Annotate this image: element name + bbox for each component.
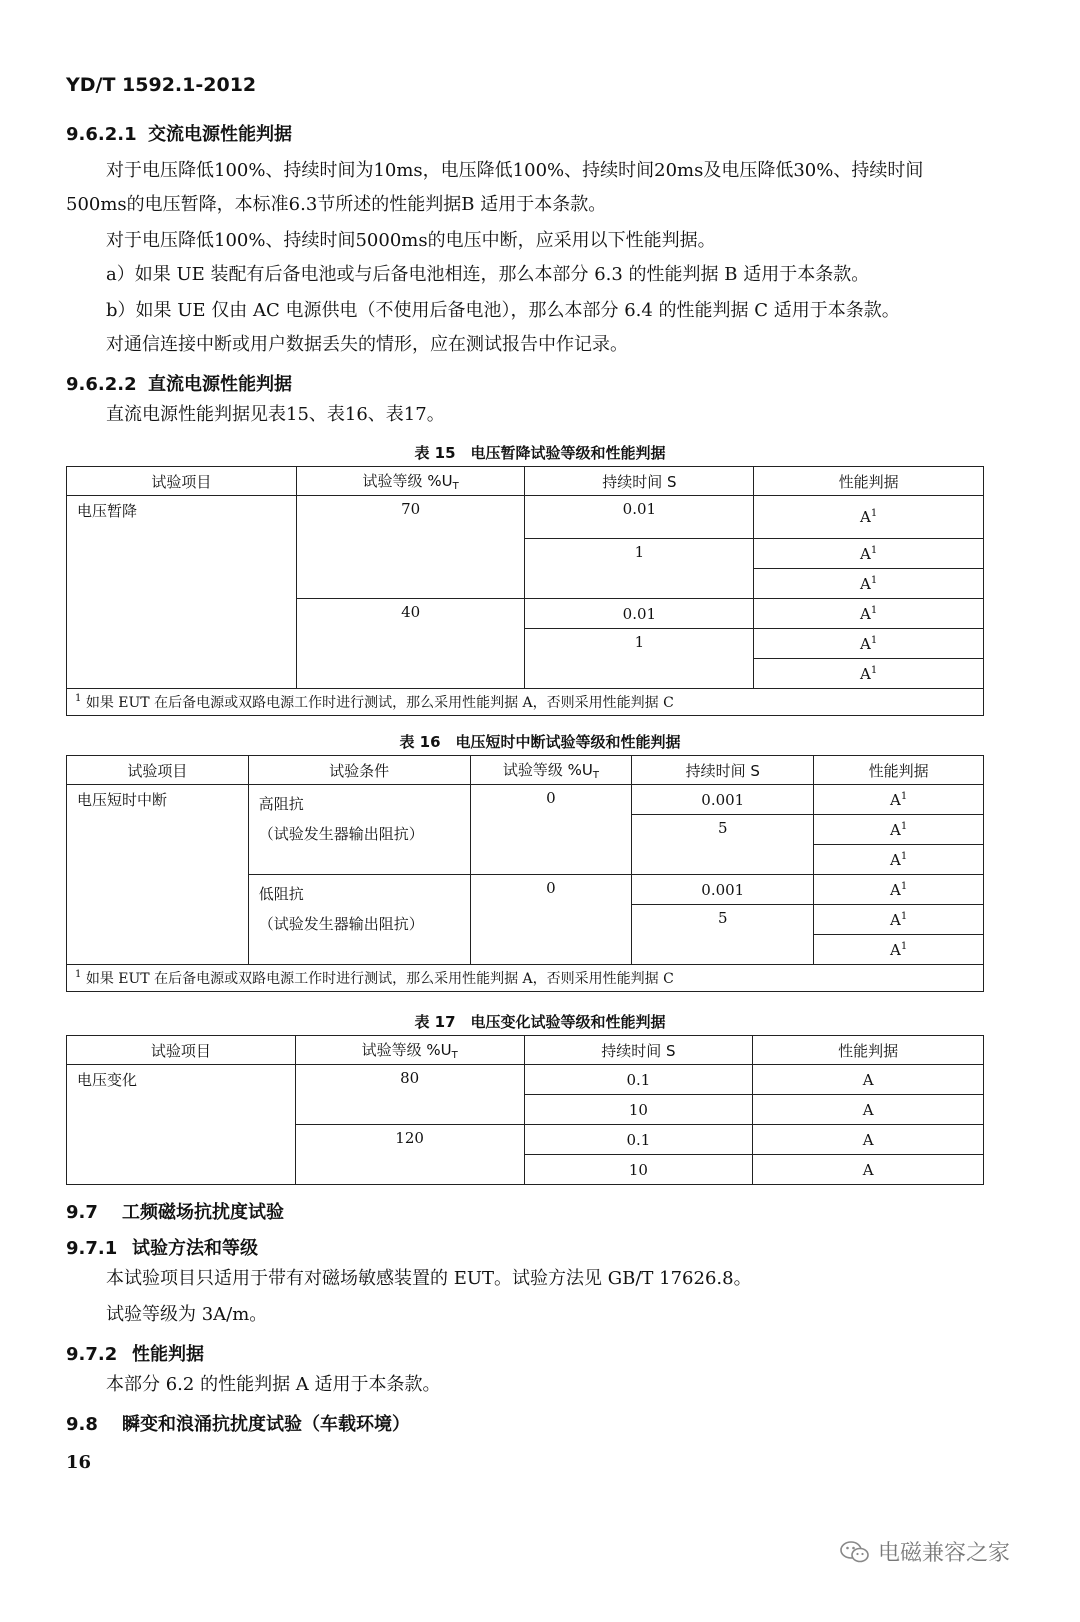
duration-cell: 1	[525, 539, 754, 599]
page-number: 16	[66, 1452, 92, 1473]
duration-cell: 5	[632, 815, 814, 875]
section-heading-98: 9.8 瞬变和浪涌抗扰度试验（车载环境）	[66, 1414, 410, 1435]
criterion-cell: $A^1$	[814, 815, 984, 845]
table-caption: 表 17 电压变化试验等级和性能判据	[414, 1013, 666, 1031]
header-cell: 性能判据	[814, 756, 984, 785]
test-item-cell: 电压短时中断	[67, 785, 249, 965]
header-cell: 持续时间 S	[524, 1036, 753, 1065]
duration-cell: 0.001	[632, 875, 814, 905]
paragraph: 对于电压降低100%、持续时间5000ms的电压中断，应采用以下性能判据。	[106, 230, 716, 251]
criterion-cell: $A^1$	[814, 845, 984, 875]
watermark-text: 电磁兼容之家	[877, 1541, 1010, 1566]
section-heading-972: 9.7.2 性能判据	[66, 1344, 204, 1365]
duration-cell: 0.1	[524, 1125, 753, 1155]
table-voltage-variations	[66, 1035, 984, 1185]
table-short-interruptions	[66, 755, 984, 992]
criterion-cell: $A^1$	[754, 569, 984, 599]
table-row	[67, 1065, 984, 1095]
test-level-cell: 70	[296, 496, 525, 599]
header-cell: 试验项目	[67, 467, 297, 496]
table-note-row	[67, 965, 984, 992]
table-caption: 表 15 电压暂降试验等级和性能判据	[414, 444, 666, 462]
header-cell: 试验项目	[67, 1036, 296, 1065]
header-cell: 持续时间 S	[632, 756, 814, 785]
criterion-cell: $A^1$	[754, 659, 984, 689]
duration-cell: 0.001	[632, 785, 814, 815]
criterion-cell: A	[753, 1125, 984, 1155]
table-header-row	[67, 1036, 984, 1065]
section-heading-9621: 9.6.2.1 交流电源性能判据	[66, 124, 292, 145]
paragraph: 本试验项目只适用于带有对磁场敏感装置的 EUT。试验方法见 GB/T 17626.8。	[106, 1268, 752, 1289]
criterion-cell: $A^1$	[754, 629, 984, 659]
criterion-cell: $A^1$	[814, 905, 984, 935]
table-header-row	[67, 467, 984, 496]
standard-code: YD/T 1592.1-2012	[66, 74, 257, 96]
header-cell: 试验等级 $\%U_T$	[295, 1036, 524, 1065]
test-level-cell: 80	[295, 1065, 524, 1125]
watermark	[840, 1536, 1010, 1567]
paragraph: 对通信连接中断或用户数据丢失的情形，应在测试报告中作记录。	[106, 334, 628, 355]
criterion-cell: A	[753, 1155, 984, 1185]
duration-cell: 0.1	[524, 1065, 753, 1095]
paragraph: 对于电压降低100%、持续时间为10ms，电压降低100%、持续时间20ms及电压降低30%、持续时间	[106, 160, 924, 181]
test-level-cell: 0	[470, 875, 632, 965]
table-header-row	[67, 756, 984, 785]
test-item-cell: 电压变化	[67, 1065, 296, 1185]
paragraph: 直流电源性能判据见表15、表16、表17。	[106, 404, 445, 425]
list-item-a: a）如果 UE 装配有后备电池或与后备电池相连，那么本部分 6.3 的性能判据 B 适用于本条款。	[106, 264, 870, 285]
duration-cell: 10	[524, 1155, 753, 1185]
criterion-cell: $A^1$	[754, 599, 984, 629]
test-item-cell: 电压暂降	[67, 496, 297, 689]
paragraph-continuation: 500ms的电压暂降，本标准6.3节所述的性能判据B 适用于本条款。	[66, 194, 607, 215]
header-cell: 试验等级 $\%U_T$	[296, 467, 525, 496]
header-cell: 试验条件	[248, 756, 470, 785]
criterion-cell: A	[753, 1095, 984, 1125]
test-level-cell: 120	[295, 1125, 524, 1185]
table-caption: 表 16 电压短时中断试验等级和性能判据	[399, 733, 681, 751]
duration-cell: 5	[632, 905, 814, 965]
test-level-cell: 0	[470, 785, 632, 875]
criterion-cell: $A^1$	[754, 496, 984, 539]
section-heading-9622: 9.6.2.2 直流电源性能判据	[66, 374, 292, 395]
duration-cell: 10	[524, 1095, 753, 1125]
table-note-row	[67, 689, 984, 716]
criterion-cell: $A^1$	[814, 935, 984, 965]
table-note: $^1$ 如果 EUT 在后备电源或双路电源工作时进行测试，那么采用性能判据 A，否则采用性能判据 C	[67, 689, 984, 716]
duration-cell: 0.01	[525, 599, 754, 629]
test-condition-cell: 低阻抗 （试验发生器输出阻抗）	[248, 875, 470, 965]
header-cell: 性能判据	[754, 467, 984, 496]
section-heading-97: 9.7 工频磁场抗扰度试验	[66, 1202, 284, 1223]
paragraph: 本部分 6.2 的性能判据 A 适用于本条款。	[106, 1374, 441, 1395]
list-item-b: b）如果 UE 仅由 AC 电源供电（不使用后备电池），那么本部分 6.4 的性能判据 C 适用于本条款。	[106, 300, 900, 321]
criterion-cell: $A^1$	[814, 875, 984, 905]
header-cell: 性能判据	[753, 1036, 984, 1065]
duration-cell: 0.01	[525, 496, 754, 539]
criterion-cell: A	[753, 1065, 984, 1095]
criterion-cell: $A^1$	[754, 539, 984, 569]
section-heading-971: 9.7.1 试验方法和等级	[66, 1238, 258, 1259]
test-level-cell: 40	[296, 599, 525, 689]
criterion-cell: $A^1$	[814, 785, 984, 815]
table-note: $^1$ 如果 EUT 在后备电源或双路电源工作时进行测试，那么采用性能判据 A，否则采用性能判据 C	[67, 965, 984, 992]
wechat-icon	[840, 1540, 870, 1564]
paragraph: 试验等级为 3A/m。	[106, 1304, 268, 1325]
table-voltage-dips	[66, 466, 984, 716]
header-cell: 试验等级 $\%U_T$	[470, 756, 632, 785]
table-row	[67, 785, 984, 815]
header-cell: 试验项目	[67, 756, 249, 785]
test-condition-cell: 高阻抗 （试验发生器输出阻抗）	[248, 785, 470, 875]
table-row	[67, 496, 984, 539]
header-cell: 持续时间 S	[525, 467, 754, 496]
duration-cell: 1	[525, 629, 754, 689]
